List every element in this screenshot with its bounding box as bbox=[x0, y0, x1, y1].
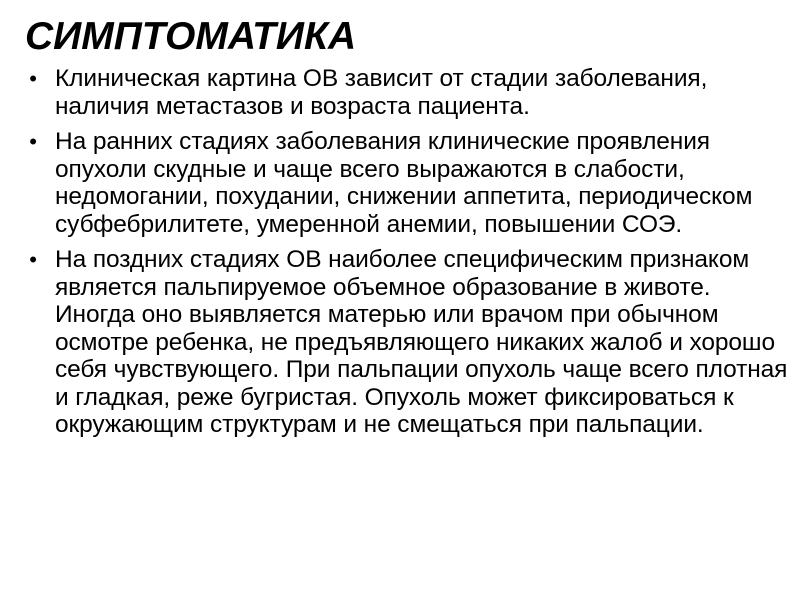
bullet-item-1 bbox=[25, 65, 795, 120]
bullet-item-3 bbox=[25, 246, 795, 439]
bullet-list bbox=[25, 65, 795, 447]
bullet-text-3: На поздних стадиях ОВ наиболее специфическим признаком является пальпируемое объемное образование в животе. Иногда оно выявляется матерью или врачом при обычном осмотре ребенка, не предъявляющего никаких жалоб и хорошо себя чувствующего. При пальпации опухоль чаще всего плотная и гладкая, реже бугристая. Опухоль может фиксироваться к окружающим структурам и не смещаться при пальпации. bbox=[55, 246, 788, 438]
bullet-text-1: Клиническая картина ОВ зависит от стадии заболевания, наличия метастазов и возраста пациента. bbox=[55, 65, 708, 120]
bullet-icon: • bbox=[29, 66, 37, 91]
slide-title: СИМПТОМАТИКА bbox=[25, 15, 357, 58]
bullet-text-2: На ранних стадиях заболевания клинические проявления опухоли скудные и чаще всего выражаются в слабости, недомогании, похудании, снижении аппетита, периодическом субфебрилитете, умеренной анемии, повышении СОЭ. bbox=[55, 128, 753, 238]
bullet-icon: • bbox=[29, 129, 37, 154]
bullet-icon: • bbox=[29, 247, 37, 272]
bullet-item-2 bbox=[25, 128, 795, 238]
